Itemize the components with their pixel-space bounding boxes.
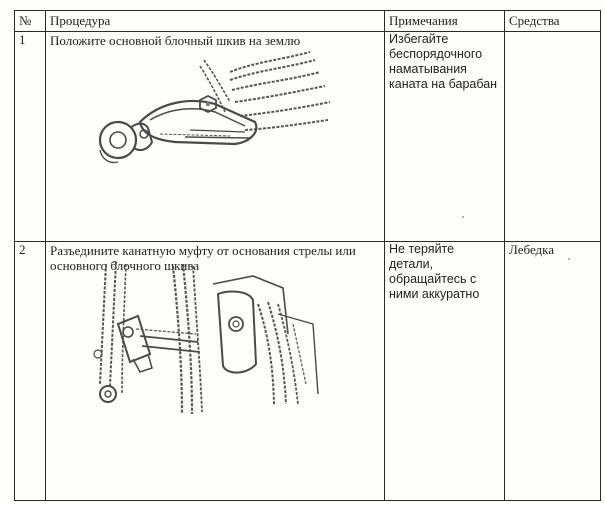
scan-speck: [462, 216, 464, 218]
row-1-notes: Избегайте беспорядочного наматывания каната на барабан: [385, 32, 505, 242]
header-tools: Средства: [505, 11, 601, 32]
scan-speck: [568, 258, 570, 260]
row-1-procedure-cell: [46, 32, 385, 242]
procedure-table: [14, 10, 601, 501]
header-notes: Примечания: [385, 11, 505, 32]
row-1-num: 1: [15, 32, 46, 242]
row-2-num: 2: [15, 242, 46, 501]
row-2-notes: Не теряйте детали, обращайтесь с ними аккуратно: [385, 242, 505, 501]
rope-coupling-illustration: [78, 254, 338, 424]
row-1-tools: [505, 32, 601, 242]
header-procedure: Процедура: [46, 11, 385, 32]
row-2-procedure-text: Разъедините канатную муфту от основания стрелы или основного блочного шкива: [50, 243, 356, 273]
row-1-procedure-text: Положите основной блочный шкив на землю: [50, 33, 301, 48]
pulley-block-illustration: [80, 42, 340, 182]
table-row: [15, 242, 601, 501]
row-2-procedure-cell: [46, 242, 385, 501]
table-row: [15, 32, 601, 242]
table-header-row: [15, 11, 601, 32]
row-2-tools: Лебедка: [505, 242, 601, 501]
header-num: №: [15, 11, 46, 32]
